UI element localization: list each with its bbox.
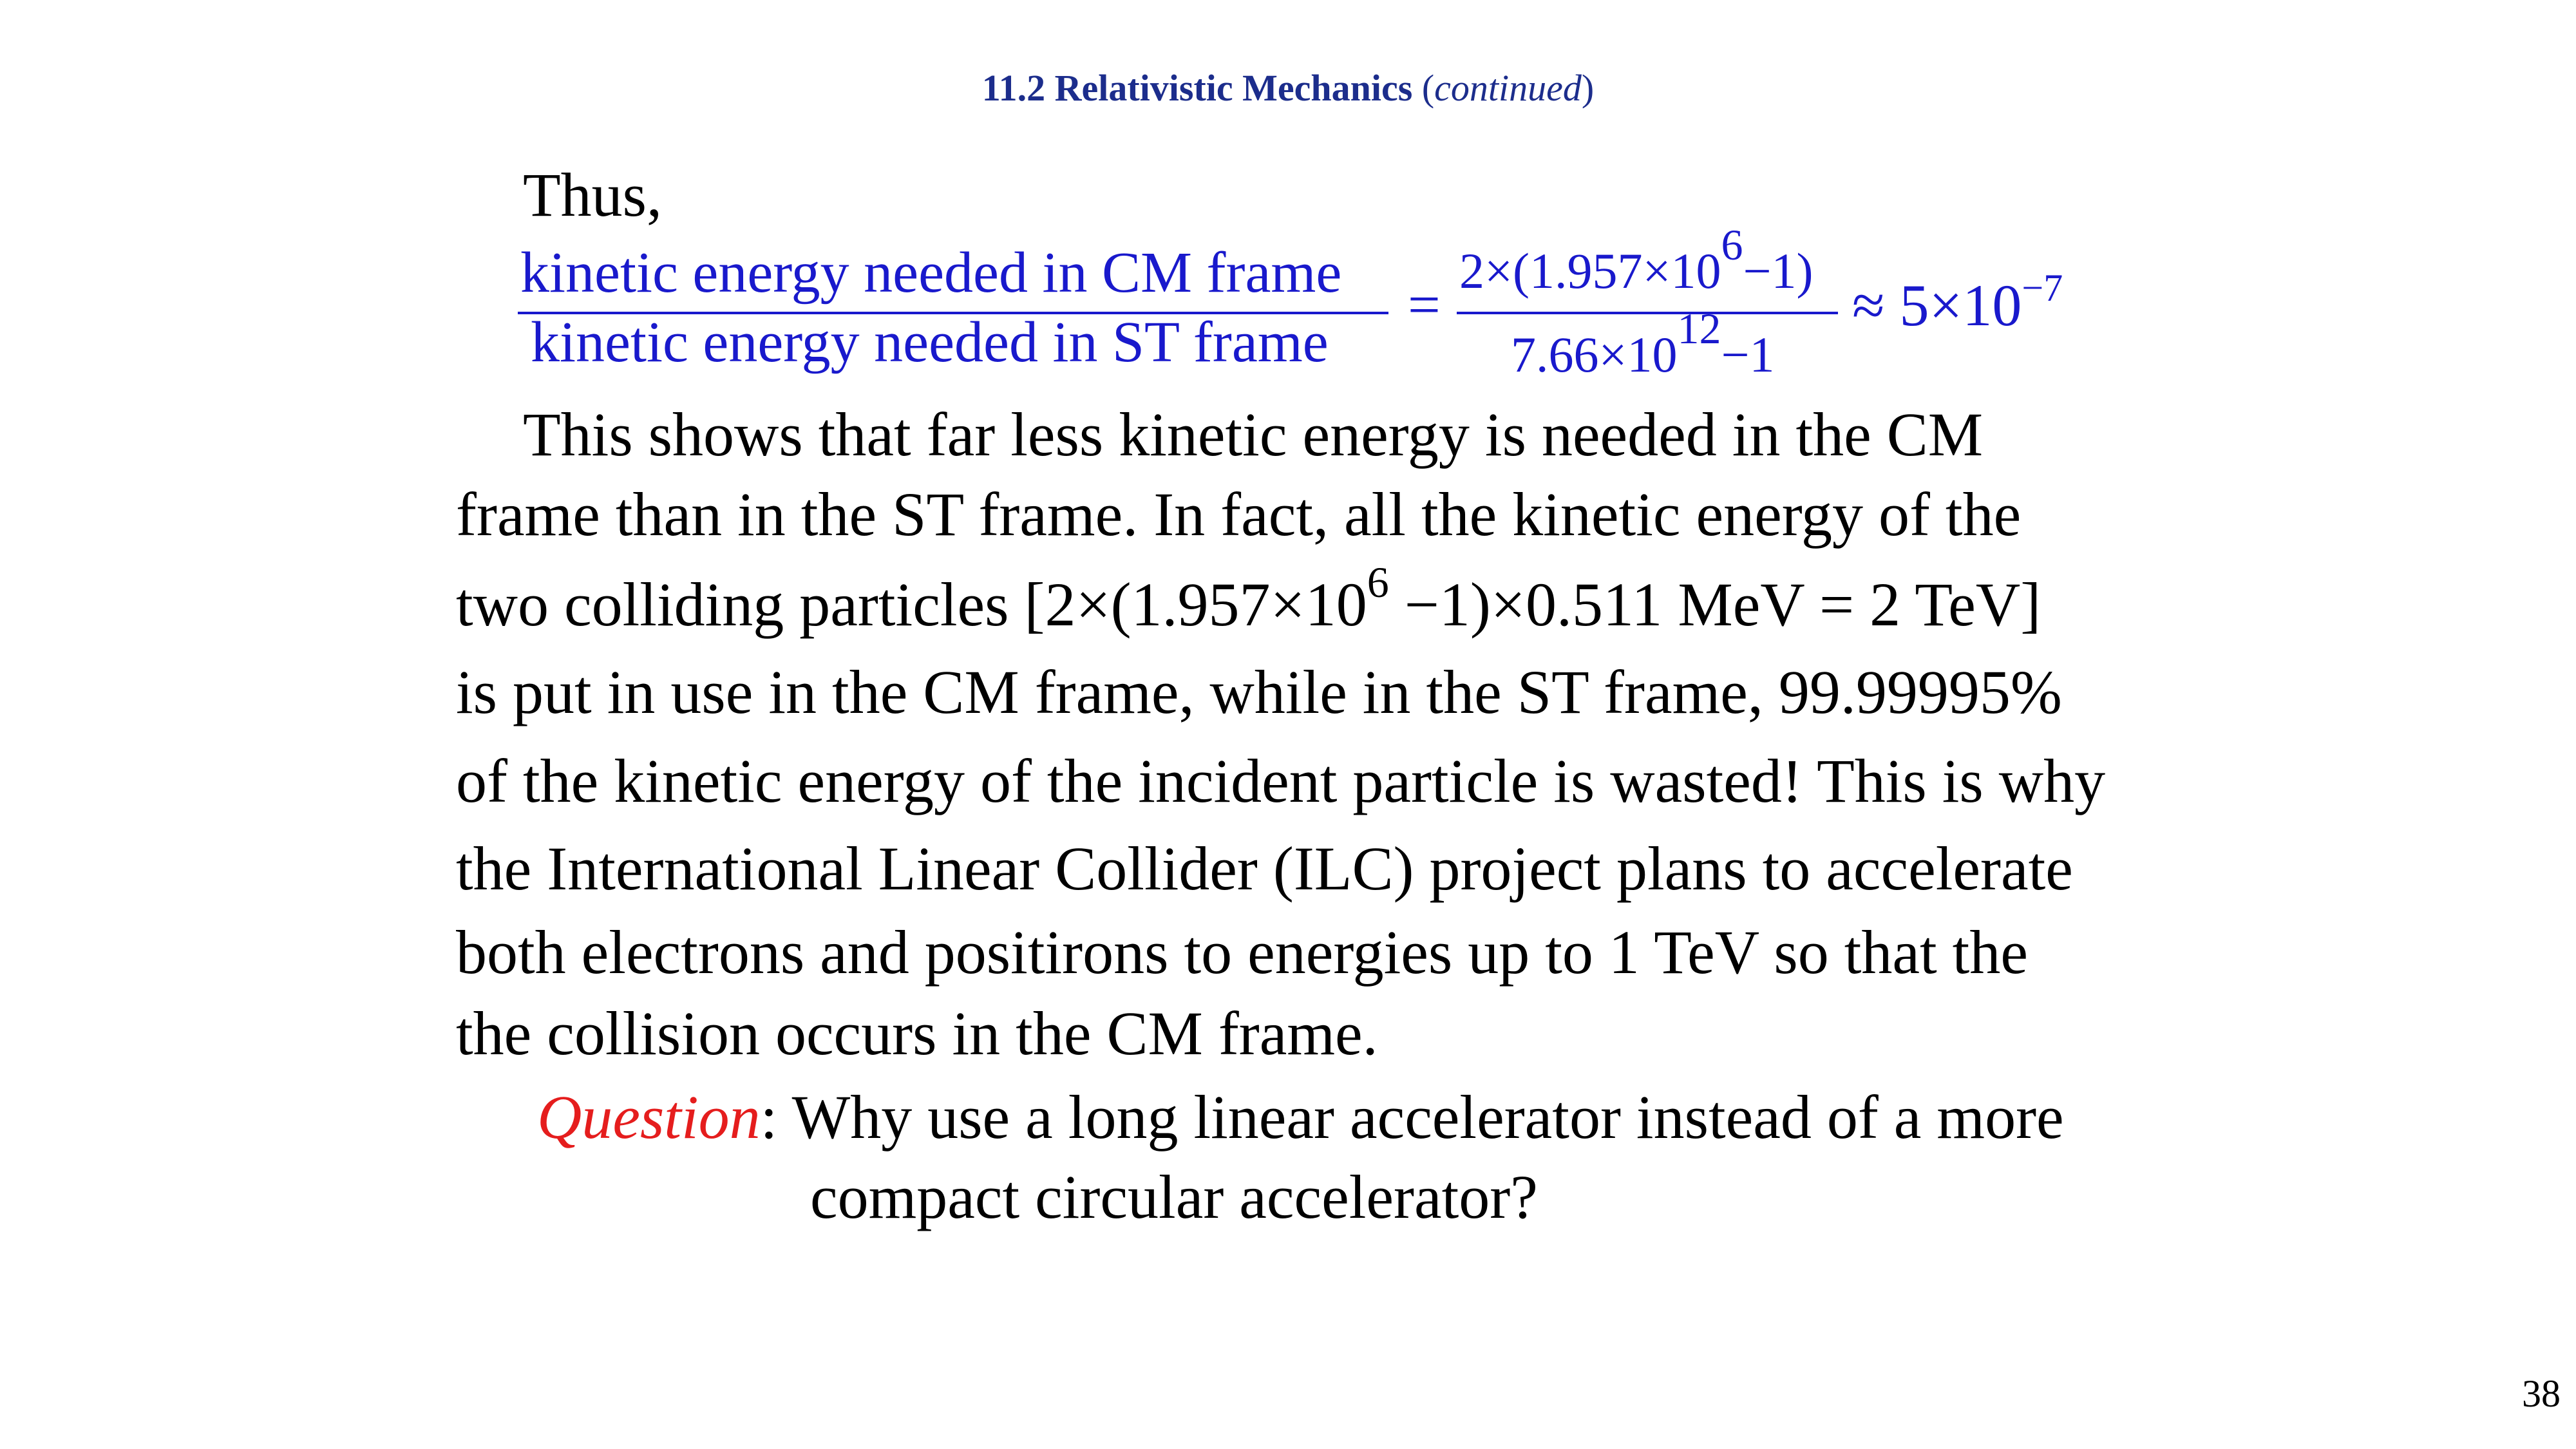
ratio-numerator-exponent: 6 — [1721, 220, 1743, 269]
paragraph-line-4: is put in use in the CM frame, while in the ST frame, 99.99995% — [456, 658, 2062, 726]
paragraph-line-3-pre: two colliding particles [2×(1.957×10 — [456, 570, 1367, 639]
paragraph-line-5: of the kinetic energy of the incident particle is wasted! This is why — [456, 746, 2106, 815]
page-number: 38 — [2522, 1372, 2561, 1415]
paragraph-line-6: the International Linear Collider (ILC) project plans to accelerate — [456, 834, 2073, 903]
question-line-1 — [537, 1075, 2064, 1159]
title-main: 11.2 Relativistic Mechanics — [981, 67, 1413, 109]
paragraph-line-8: the collision occurs in the CM frame. — [456, 999, 1378, 1068]
paragraph-line-3-exponent: 6 — [1367, 558, 1389, 607]
ratio-denominator-base: 7.66×10 — [1511, 327, 1678, 383]
ratio-denominator-exponent: 12 — [1677, 304, 1721, 353]
paragraph-line-7: both electrons and positirons to energies up to 1 TeV so that the — [456, 918, 2028, 987]
ratio-denominator-label: kinetic energy needed in ST frame — [531, 310, 1329, 374]
paragraph-line-3 — [456, 558, 2041, 647]
ratio-denominator-value — [1511, 304, 1775, 390]
ratio-approx-base: ≈ 5×10 — [1852, 272, 2022, 338]
ratio-approx-result — [1852, 267, 2063, 344]
ratio-equals-sign: = — [1408, 273, 1441, 337]
ratio-numerator-tail: −1) — [1743, 243, 1814, 299]
title-paren-close: ) — [1581, 67, 1595, 109]
question-label: Question — [537, 1083, 761, 1151]
question-text-1: : Why use a long linear accelerator instead of a more — [760, 1083, 2064, 1151]
ratio-numerator-value — [1459, 220, 1814, 307]
paragraph-line-1: This shows that far less kinetic energy is needed in the CM — [523, 400, 1984, 469]
paragraph-line-2: frame than in the ST frame. In fact, all the kinetic energy of the — [456, 480, 2022, 549]
paragraph-line-3-post: −1)×0.511 MeV = 2 TeV] — [1388, 570, 2041, 639]
ratio-approx-exponent: −7 — [2022, 267, 2063, 309]
question-line-2: compact circular accelerator? — [810, 1162, 1538, 1231]
title-paren-open: ( — [1412, 67, 1435, 109]
ratio-value-fraction-bar — [1457, 312, 1838, 314]
slide-title — [0, 59, 2576, 117]
intro-text: Thus, — [523, 160, 662, 229]
title-continued: continued — [1434, 67, 1582, 109]
ratio-numerator-base: 2×(1.957×10 — [1459, 243, 1721, 299]
ratio-denominator-tail: −1 — [1721, 327, 1775, 383]
ratio-numerator-label: kinetic energy needed in CM frame — [520, 241, 1342, 305]
